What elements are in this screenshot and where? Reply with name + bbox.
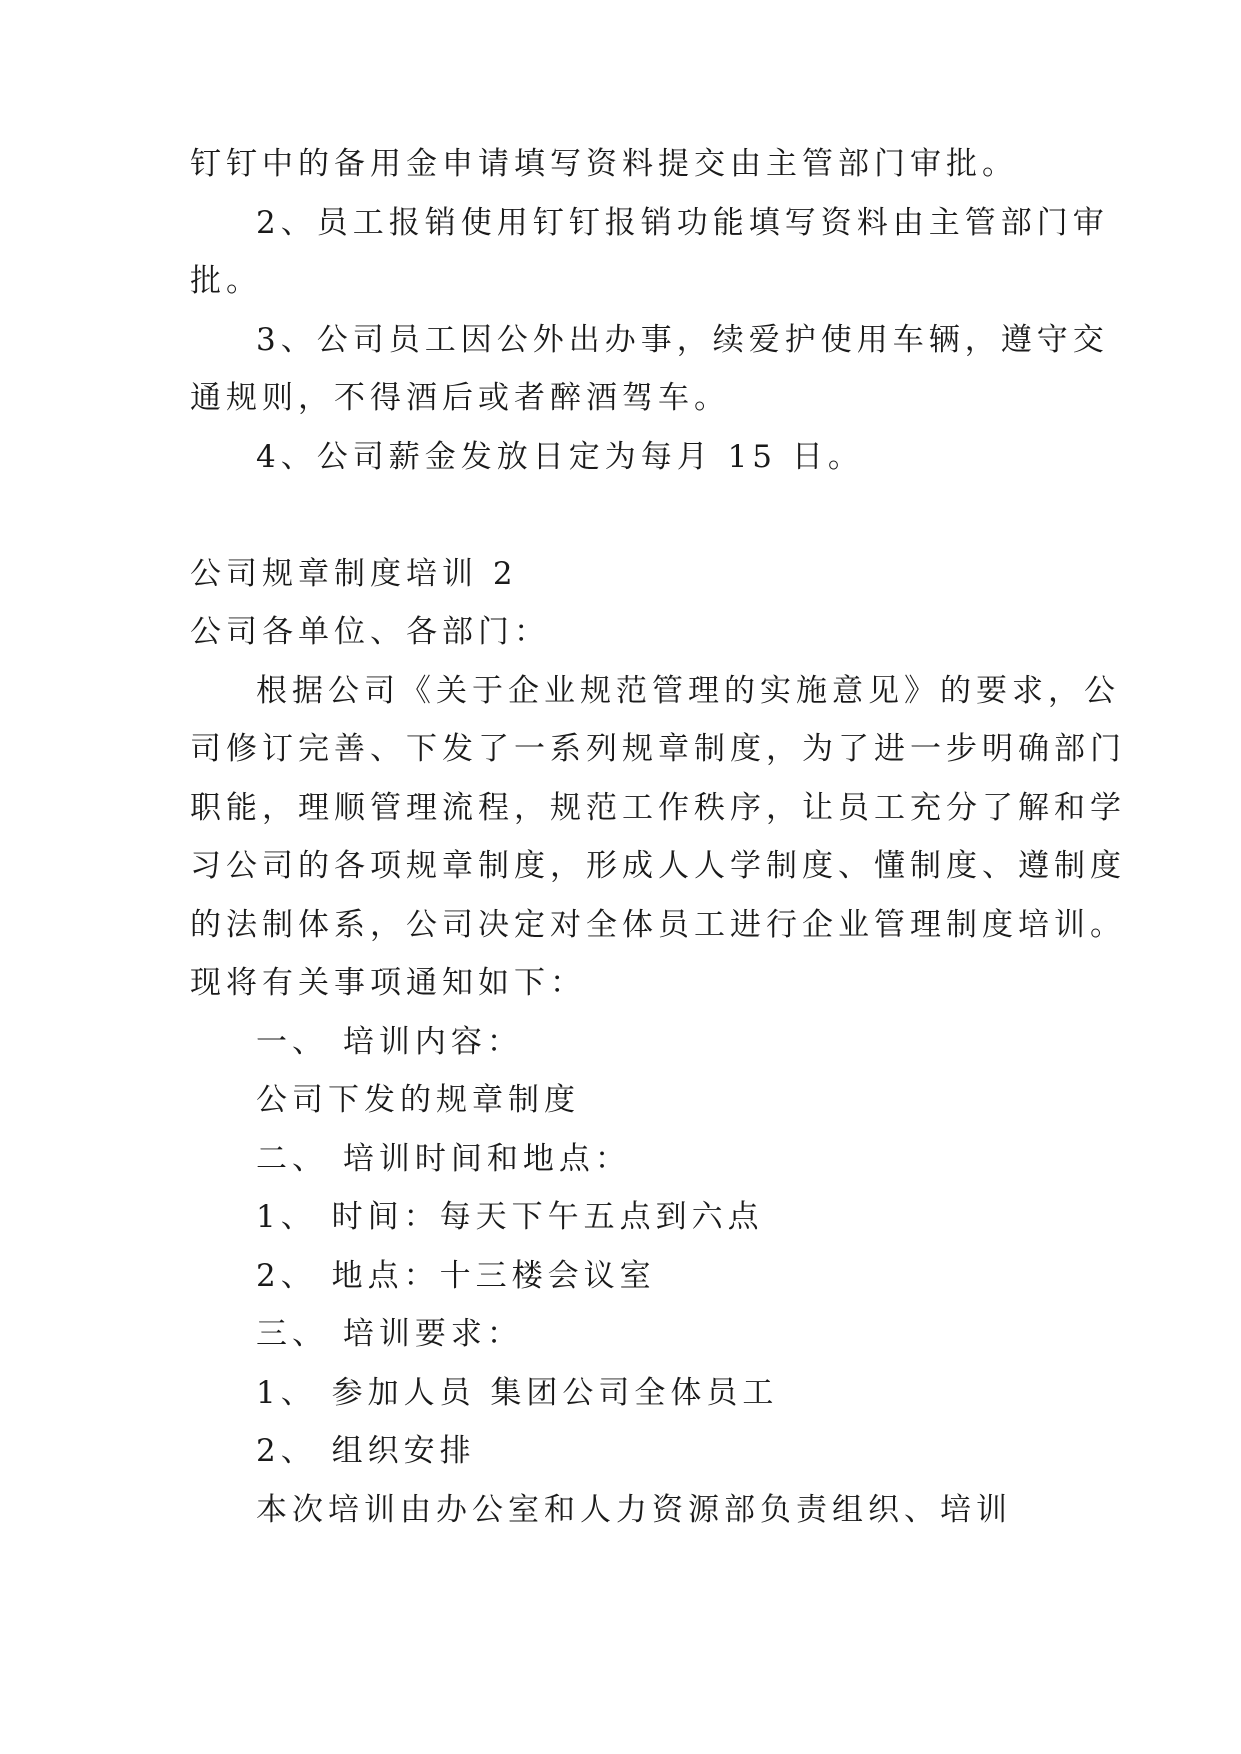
- paragraph-line: 司修订完善、下发了一系列规章制度，为了进一步明确部门: [190, 731, 1126, 767]
- paragraph-line: 钉钉中的备用金申请填写资料提交由主管部门审批。: [190, 146, 1018, 182]
- salutation: 公司各单位、各部门：: [190, 614, 550, 650]
- list-item: 二、 培训时间和地点：: [256, 1141, 631, 1177]
- paragraph-line: 4、公司薪金发放日定为每月 15 日。: [256, 439, 864, 475]
- paragraph-line: 2、员工报销使用钉钉报销功能填写资料由主管部门审: [256, 205, 1109, 241]
- paragraph-line: 3、公司员工因公外出办事，续爱护使用车辆，遵守交: [256, 322, 1109, 358]
- list-item: 2、 组织安排: [256, 1433, 476, 1469]
- paragraph-line: 职能，理顺管理流程，规范工作秩序，让员工充分了解和学: [190, 790, 1126, 826]
- paragraph-line: 批。: [190, 263, 262, 299]
- list-item: 公司下发的规章制度: [256, 1082, 580, 1118]
- paragraph-line: 的法制体系，公司决定对全体员工进行企业管理制度培训。: [190, 907, 1126, 943]
- section-title: 公司规章制度培训 2: [190, 556, 518, 592]
- list-item: 2、 地点：十三楼会议室: [256, 1258, 656, 1294]
- list-item: 本次培训由办公室和人力资源部负责组织、培训: [256, 1492, 1012, 1528]
- list-item: 1、 参加人员 集团公司全体员工: [256, 1375, 779, 1411]
- paragraph-line: 根据公司《关于企业规范管理的实施意见》的要求，公: [256, 673, 1120, 709]
- list-item: 1、 时间：每天下午五点到六点: [256, 1199, 764, 1235]
- paragraph-line: 通规则，不得酒后或者醉酒驾车。: [190, 380, 730, 416]
- paragraph-line: 现将有关事项通知如下：: [190, 965, 586, 1001]
- list-item: 三、 培训要求：: [256, 1316, 523, 1352]
- list-item: 一、 培训内容：: [256, 1024, 523, 1060]
- paragraph-line: 习公司的各项规章制度，形成人人学制度、懂制度、遵制度: [190, 848, 1126, 884]
